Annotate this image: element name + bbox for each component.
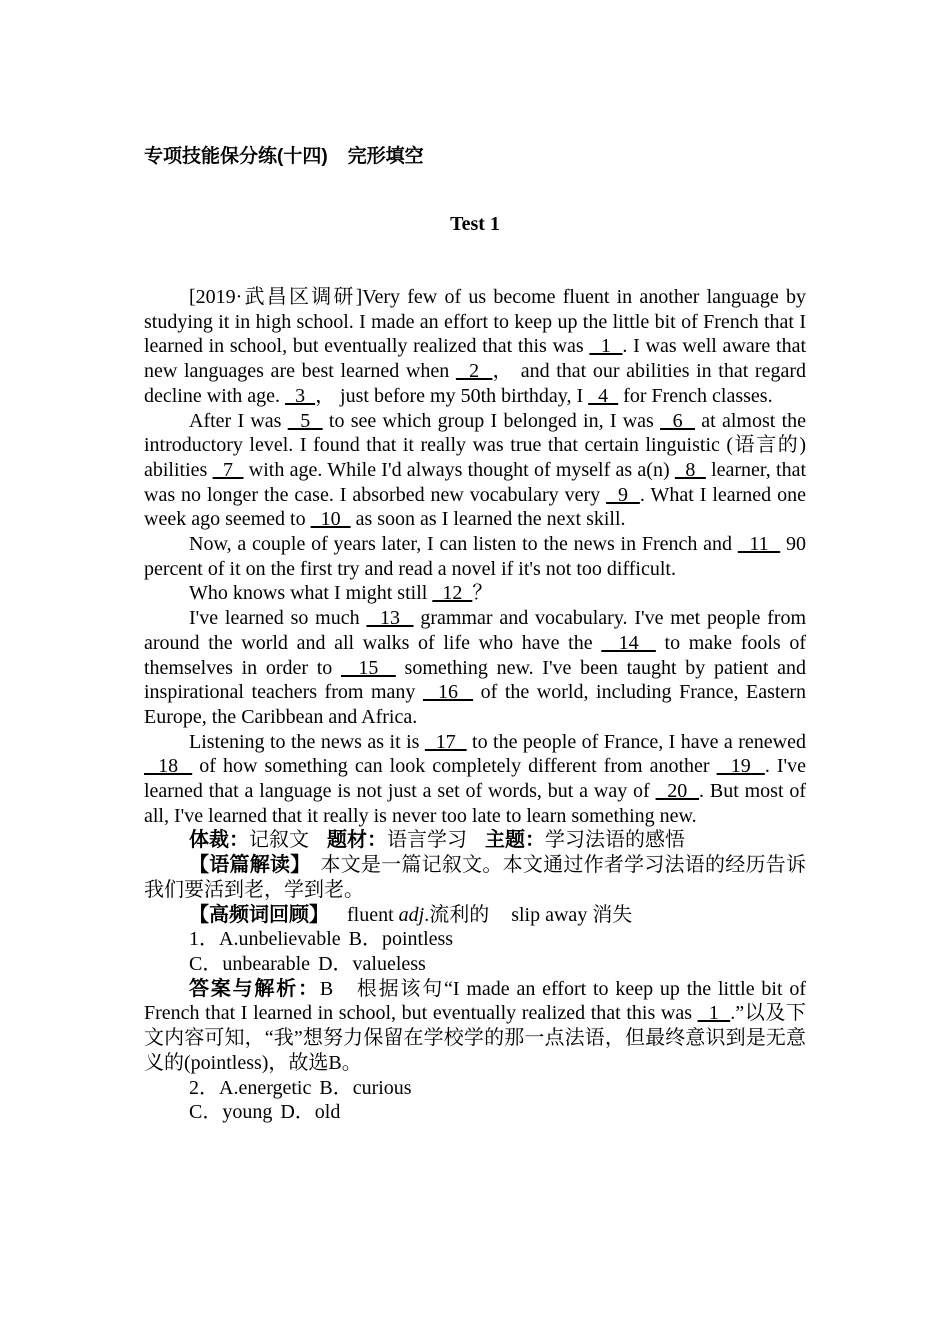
passage-text: Who knows what I might still (189, 582, 433, 605)
passage-paragraph (144, 581, 806, 606)
title-main: 专项技能保分练(十四) (144, 146, 328, 167)
cloze-blank-6: 6 (660, 409, 696, 432)
passage-text: . I was well aware that new languages are best learned when (144, 335, 807, 383)
passage-text: Now, a couple of years later, I can listen to the news in French and (189, 533, 738, 556)
material-value: 语言学习 (387, 829, 467, 852)
cloze-blank-14: 14 (601, 631, 656, 654)
cloze-blank-20: 20 (655, 780, 699, 803)
passage-text: to the people of France, I have a renewed (466, 730, 806, 753)
passage-paragraph (144, 285, 806, 409)
cloze-blank-11: 11 (737, 533, 781, 556)
question-2-option-a: A.energetic (219, 1076, 312, 1099)
passage-text: grammar and vocabulary. I've met people from around the world and all walks of life who have the (144, 607, 807, 654)
cloze-blank-17: 17 (424, 730, 467, 753)
material-label: 题材： (327, 829, 387, 852)
vocab-label: 【高频词回顾】 (189, 903, 329, 926)
test-subtitle: Test 1 (450, 213, 500, 235)
passage-text: with age. While I'd always thought of myself as a(n) (243, 458, 675, 481)
question-1-option-b: B．pointless (348, 928, 454, 951)
page-title (144, 140, 806, 174)
cloze-blank-13: 13 (366, 607, 414, 630)
genre-value: 记叙文 (249, 829, 309, 852)
passage-text: as soon as I learned the next skill. (350, 508, 626, 531)
passage-text: something new. I've been taught by patient and inspirational teachers from many (144, 656, 806, 704)
passage-paragraph (144, 532, 806, 581)
theme-value: 学习法语的感悟 (545, 829, 685, 852)
vocab-note (144, 903, 806, 928)
question-1-row-1 (144, 927, 806, 952)
passage-text: for French classes. (618, 384, 773, 407)
theme-label: 主题： (485, 829, 545, 852)
cloze-blank-3: 3 (285, 384, 316, 407)
question-2-row-1 (144, 1076, 806, 1101)
passage-text: After I was (189, 409, 288, 432)
question-2-row-2 (144, 1100, 806, 1125)
passage-text: to make fools of themselves in order to (144, 631, 807, 679)
cloze-blank-15: 15 (341, 656, 396, 679)
cloze-blank-2: 2 (455, 360, 493, 383)
passage-text: 90 percent of it on the first try and read a novel if it's not too difficult. (144, 533, 806, 580)
answer-blank: 1 (708, 1002, 719, 1025)
question-1-number: 1． (189, 928, 219, 951)
cloze-blank-9: 9 (606, 483, 640, 506)
cloze-passage (144, 285, 806, 828)
passage-text: . But most of all, I've learned that it really is never too late to learn something new. (144, 780, 807, 827)
passage-paragraph (144, 730, 806, 829)
cloze-blank-1: 1 (589, 335, 623, 358)
passage-text: Listening to the news as it is (189, 730, 425, 753)
vocab-1-def: .流利的 (424, 903, 490, 926)
answer-label: 答案与解析： (189, 977, 320, 1000)
document-body (144, 285, 806, 1125)
passage-text: . I've learned that a language is not just a set of words, but a way of (144, 755, 807, 803)
genre-label: 体裁： (189, 829, 249, 852)
cloze-blank-7: 7 (212, 458, 244, 481)
question-2-number: 2． (189, 1076, 219, 1099)
question-1-option-c: C．unbearable (189, 952, 311, 975)
question-1-answer (144, 977, 806, 1076)
passage-paragraph (144, 606, 806, 730)
passage-text: to see which group I belonged in, I was (322, 409, 661, 432)
passage-text: . What I learned one week ago seemed to (144, 483, 806, 531)
reading-label: 【语篇解读】 (189, 854, 311, 877)
question-2-option-b: B．curious (319, 1076, 412, 1099)
passage-text: of how something can look completely different from another (192, 755, 717, 778)
vocab-1-word: fluent (347, 903, 399, 926)
passage-text: of the world, including France, Eastern Europe, the Caribbean and Africa. (144, 681, 807, 728)
document-page (144, 140, 806, 1125)
passage-text: ， just before my 50th birthday, I (315, 384, 589, 407)
answer-text-post: .”以及下文内容可知，“我”想努力保留在学校学的那一点法语，但最终意识到是无意义的(pointless)，故选B。 (144, 1002, 806, 1074)
question-1-option-a: A.unbelievable (219, 928, 341, 951)
cloze-blank-19: 19 (716, 755, 765, 778)
title-topic: 完形填空 (347, 146, 424, 167)
passage-text: at almost the introductory level. I found that it really was true that certain linguistic (语言的) abilities (144, 409, 806, 481)
reading-text: 本文是一篇记叙文。本文通过作者学习法语的经历告诉我们要活到老，学到老。 (144, 854, 807, 901)
question-1-row-2 (144, 952, 806, 977)
meta-line (144, 828, 806, 853)
passage-text: ， and that our abilities in that regard decline with age. (144, 360, 807, 407)
cloze-blank-16: 16 (422, 681, 474, 704)
cloze-blank-18: 18 (144, 755, 193, 778)
reading-note (144, 853, 806, 902)
cloze-blank-10: 10 (310, 508, 351, 531)
cloze-blank-12: 12 (432, 582, 473, 605)
passage-paragraph (144, 409, 806, 533)
answer-text-pre: B 根据该句“I made an effort to keep up the little bit of French that I learned in school, but eventually realized that this was (144, 977, 806, 1025)
cloze-blank-4: 4 (588, 384, 619, 407)
vocab-1-pos: adj (398, 903, 425, 926)
question-2-option-d: D．old (280, 1101, 341, 1124)
vocab-2: slip away 消失 (511, 903, 633, 926)
passage-text: ？ (472, 582, 493, 605)
cloze-blank-5: 5 (287, 409, 323, 432)
question-2-option-c: C．young (189, 1101, 273, 1124)
passage-text: I've learned so much (189, 607, 367, 630)
passage-text: [2019·武昌区调研]Very few of us become fluent in another language by studying it in high school. I made an effort to keep up the little bit of French that I learned in school, but eventually realized that this was (144, 286, 806, 358)
cloze-blank-8: 8 (674, 458, 706, 481)
passage-text: learner, that was no longer the case. I absorbed new vocabulary very (144, 458, 807, 506)
question-1-option-d: D．valueless (318, 952, 426, 975)
